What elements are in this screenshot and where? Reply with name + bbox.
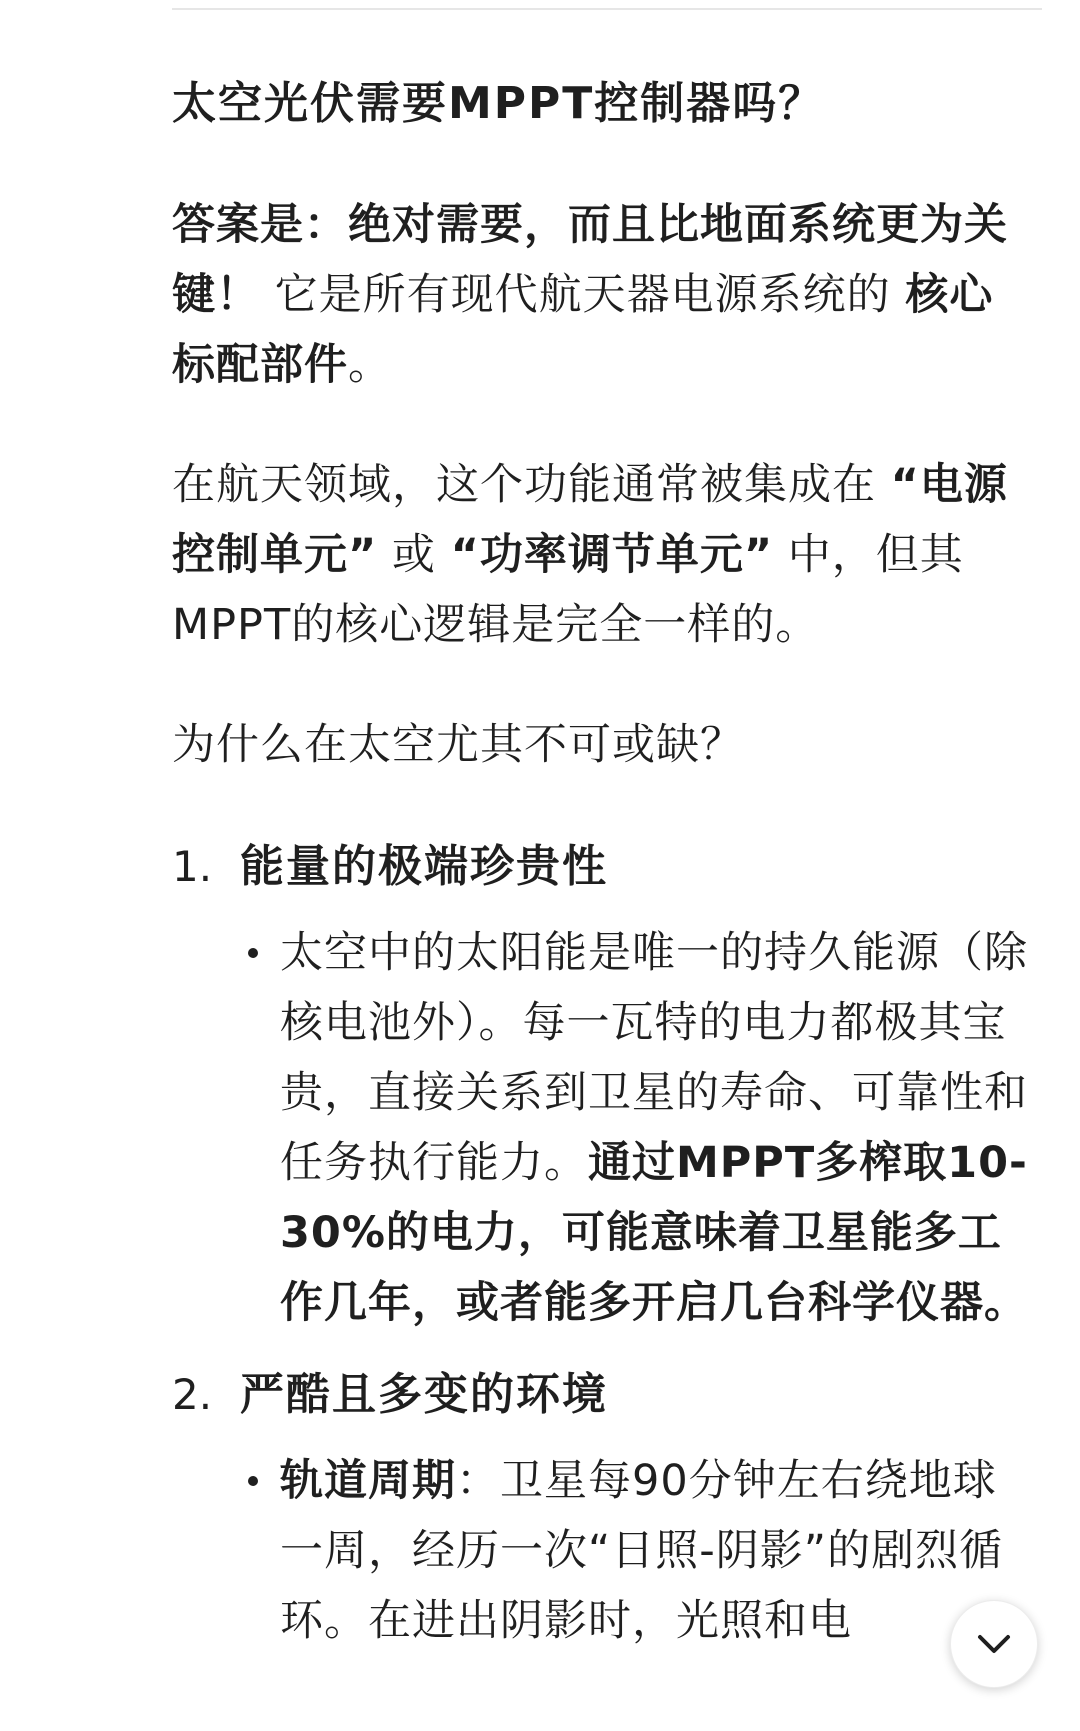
list-item bbox=[172, 1360, 1032, 1656]
list-item-title: 能量的极端珍贵性 bbox=[240, 841, 608, 892]
context-text-1: 在航天领域，这个功能通常被集成在 bbox=[172, 460, 891, 510]
answer-paragraph bbox=[172, 190, 1032, 400]
context-paragraph bbox=[172, 450, 1032, 660]
chevron-down-icon bbox=[976, 1633, 1012, 1655]
bullet-bold: 轨道周期 bbox=[280, 1456, 456, 1506]
context-text-2: 或 bbox=[377, 530, 451, 580]
bullet-text: ：卫星每90分钟左右绕地球一周，经历一次“日照-阴影”的剧烈循环。在进出阴影时，光照和电 bbox=[280, 1456, 1004, 1646]
list-item-title: 严酷且多变的环境 bbox=[240, 1369, 608, 1420]
scroll-to-bottom-button[interactable] bbox=[950, 1600, 1038, 1688]
bullet-list bbox=[240, 1446, 1032, 1656]
answer-bold-core: 核心标配部件 bbox=[172, 270, 994, 390]
bullet-bold: 通过MPPT多榨取10-30%的电力，可能意味着卫星能多工作几年，或者能多开启几台科学仪器。 bbox=[280, 1138, 1028, 1328]
bullet-list bbox=[240, 918, 1032, 1338]
message-content bbox=[172, 70, 1032, 1656]
answer-text: 它是所有现代航天器电源系统的 bbox=[260, 270, 906, 320]
bullet-item bbox=[240, 1446, 1032, 1656]
list-number: 2. bbox=[172, 1370, 213, 1419]
page-heading: 太空光伏需要MPPT控制器吗？ bbox=[172, 78, 825, 129]
context-text-3: 中，但其MPPT的核心逻辑是完全一样的。 bbox=[172, 530, 964, 650]
bullet-dot bbox=[248, 1476, 258, 1486]
bullet-dot bbox=[248, 948, 258, 958]
top-divider bbox=[172, 8, 1042, 10]
bullet-paragraph bbox=[280, 918, 1032, 1338]
bullet-paragraph bbox=[280, 1446, 1032, 1656]
answer-bold: 答案是：绝对需要，而且比地面系统更为关键！ bbox=[172, 200, 1008, 320]
context-bold-1: “电源控制单元” bbox=[172, 460, 1008, 580]
bullet-text: 太空中的太阳能是唯一的持久能源（除核电池外）。每一瓦特的电力都极其宝贵，直接关系到卫星的寿命、可靠性和任务执行能力。 bbox=[280, 928, 1028, 1188]
subheading: 为什么在太空尤其不可或缺？ bbox=[172, 720, 744, 770]
list-item bbox=[172, 832, 1032, 1338]
reasons-list bbox=[172, 832, 1032, 1656]
answer-text-end: 。 bbox=[348, 340, 392, 390]
list-number: 1. bbox=[172, 842, 213, 891]
bullet-item bbox=[240, 918, 1032, 1338]
context-bold-2: “功率调节单元” bbox=[450, 530, 774, 580]
